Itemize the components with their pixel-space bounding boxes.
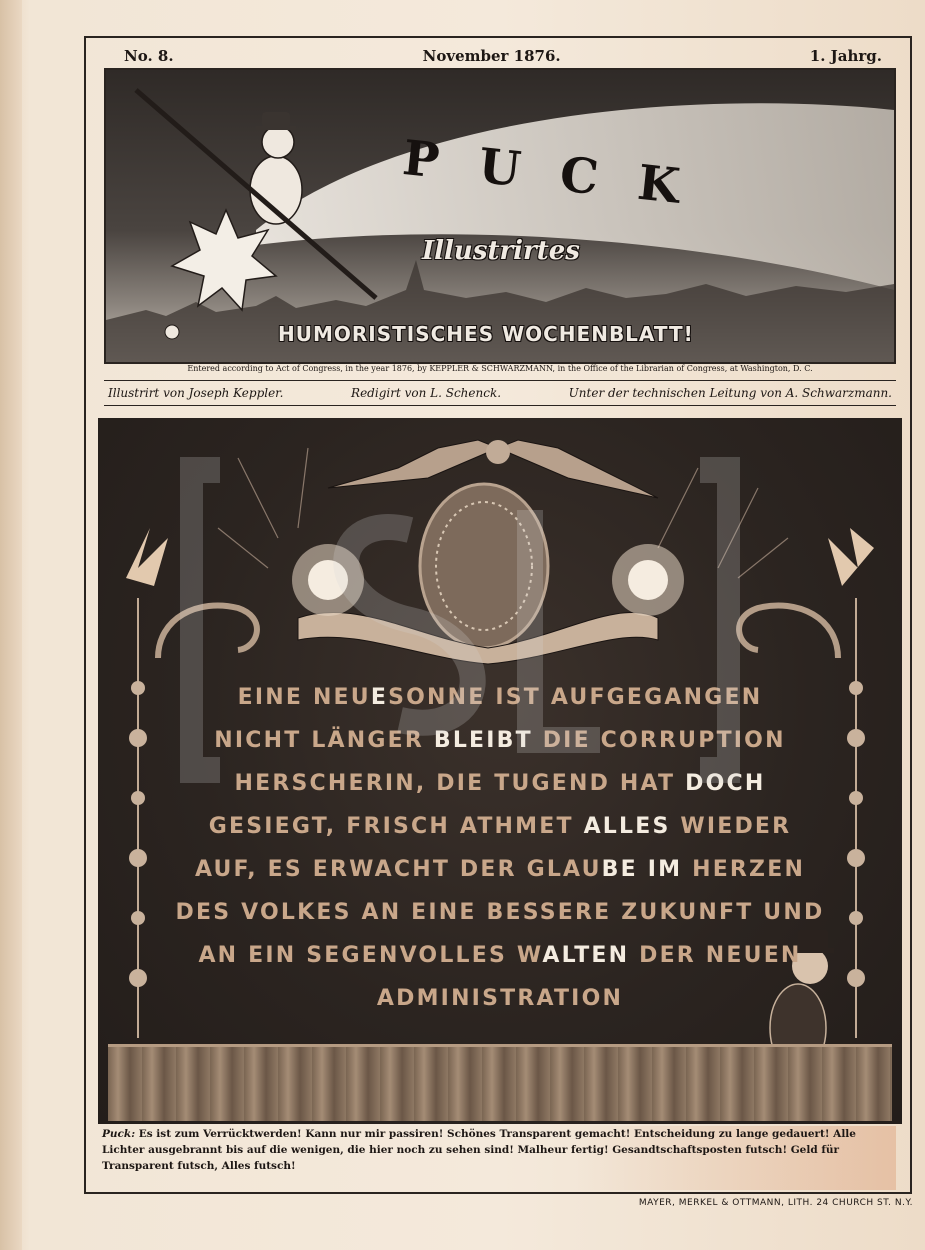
banner-segment: HERSCHERIN, DIE TUGEND HAT bbox=[234, 771, 686, 796]
banner-highlight-segment: DOCH bbox=[685, 771, 766, 796]
banner-line bbox=[98, 934, 902, 977]
banner-line bbox=[98, 848, 902, 891]
copyright-notice: Entered according to Act of Congress, in the year 1876, by KEPPLER & SCHWARZMANN, in the Office of the Librarian of Congress, at Washington, D. C. bbox=[187, 364, 813, 373]
masthead-subtitle: Illustrirtes bbox=[422, 236, 580, 266]
masthead-art bbox=[106, 70, 894, 362]
banner-segment: AUF, ES ERWACHT DER GLAU bbox=[194, 857, 602, 882]
banner-segment: HERZEN bbox=[682, 857, 806, 882]
banner-segment: DES VOLKES AN EINE BESSERE ZUKUNFT UND bbox=[175, 900, 825, 925]
banner-segment: AN EIN SEGENVOLLES W bbox=[198, 943, 543, 968]
credits-bar bbox=[104, 380, 896, 406]
issue-volume: 1. Jahrg. bbox=[809, 47, 882, 65]
masthead-title: PUCK bbox=[400, 130, 723, 219]
banner-segment: DER NEUEN bbox=[629, 943, 802, 968]
banner-highlight-segment: BE IM bbox=[601, 857, 683, 882]
banner-segment: EINE NEU bbox=[237, 685, 371, 710]
masthead-illustration bbox=[104, 68, 896, 364]
banner-highlight-segment: ALTEN bbox=[542, 943, 630, 968]
banner-highlight-segment: E bbox=[370, 685, 389, 710]
banner-line bbox=[98, 719, 902, 762]
banner-segment: GESIEGT, FRISCH ATHMET bbox=[208, 814, 584, 839]
banner-line bbox=[98, 762, 902, 805]
banner-segment: S bbox=[388, 685, 407, 710]
cartoon-panel bbox=[98, 418, 902, 1124]
banner-line bbox=[98, 977, 902, 1020]
masthead-tagline: HUMORISTISCHES WOCHENBLATT! bbox=[278, 322, 694, 346]
credit-illustrator: Illustrirt von Joseph Keppler. bbox=[108, 386, 284, 400]
caption-speaker: Puck: bbox=[102, 1128, 136, 1140]
banner-line bbox=[98, 805, 902, 848]
caption-text: Es ist zum Verrücktwerden! Kann nur mir passiren! Schönes Transparent gemacht! Entscheidung zu lange gedauert! Alle Lichter ausgebrannt bis auf die wenigen, die hier noch zu sehen sind! Malheur fertig! Gesandtschaftsposten futsch! Geld für Transparent futsch, Alles futsch! bbox=[102, 1128, 856, 1172]
banner-line bbox=[98, 891, 902, 934]
banner-highlight-segment: BLEIBT bbox=[433, 728, 533, 753]
banner-line bbox=[98, 676, 902, 719]
cartoon-caption bbox=[96, 1126, 896, 1190]
stage-drapery bbox=[108, 1044, 892, 1121]
banner-segment: ADMINISTRATION bbox=[376, 986, 624, 1011]
banner-segment: WIEDER bbox=[670, 814, 792, 839]
issue-header bbox=[124, 44, 882, 68]
banner-highlight-segment: ALLES bbox=[583, 814, 671, 839]
credit-editor: Redigirt von L. Schenck. bbox=[351, 386, 502, 400]
banner-segment: NICHT LÄNGER bbox=[214, 728, 434, 753]
credit-technical: Unter der technischen Leitung von A. Schwarzmann. bbox=[568, 386, 892, 400]
issue-date: November 1876. bbox=[422, 47, 561, 65]
issue-number: No. 8. bbox=[124, 47, 174, 65]
banner-segment: ONNE IST AUFGEGANGEN bbox=[406, 685, 763, 710]
page-spine-edge bbox=[0, 0, 22, 1250]
banner-segment: DIE CORRUPTION bbox=[532, 728, 786, 753]
printer-credit: MAYER, MERKEL & OTTMANN, LITH. 24 CHURCH ST. N.Y. bbox=[638, 1198, 913, 1208]
transparent-banner-text bbox=[98, 676, 902, 1020]
